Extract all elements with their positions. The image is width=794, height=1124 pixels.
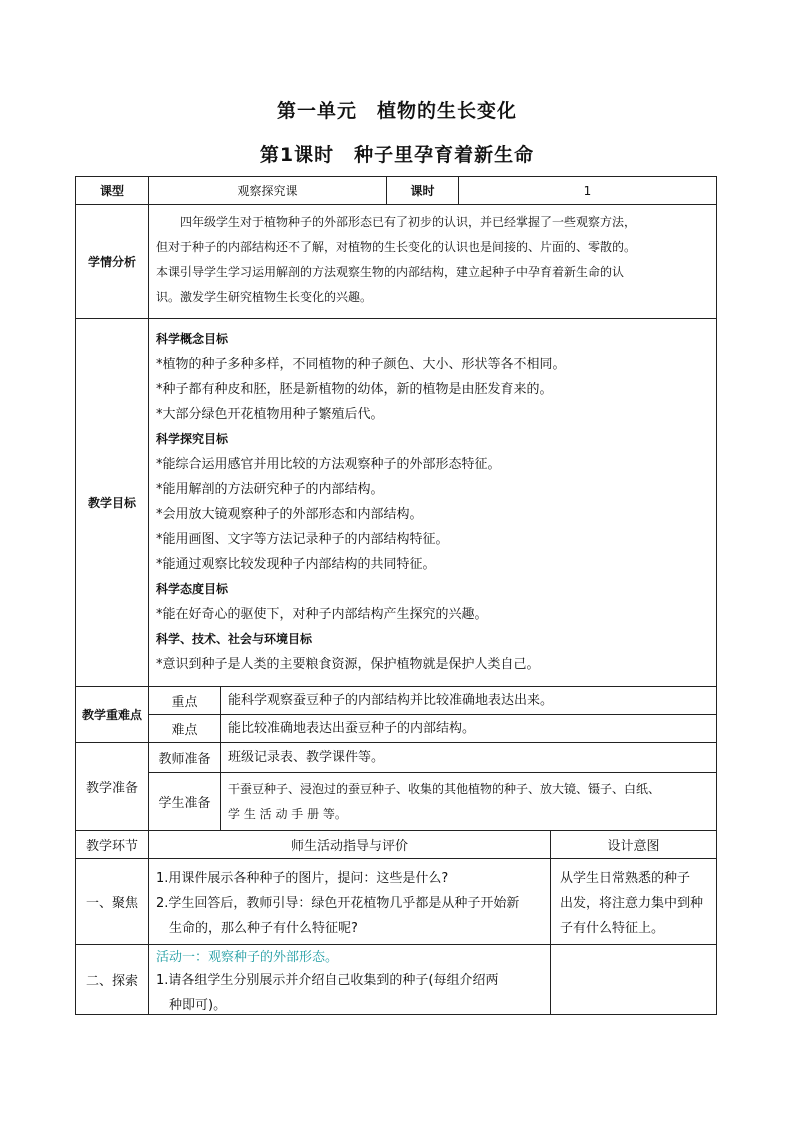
difficulty-label: 难点 <box>171 723 198 738</box>
goal-heading: 科学探究目标 <box>156 432 229 446</box>
goal-item: *植物的种子多种多样，不同植物的种子颜色、大小、形状等各不相同。 <box>156 357 566 372</box>
difficulty-text: 能比较准确地表达出蚕豆种子的内部结构。 <box>228 721 476 736</box>
intent-line: 子有什么特征上。 <box>560 921 665 936</box>
activity-line: 1.请各组学生分别展示并介绍自己收集到的种子(每组介绍两 <box>156 973 499 988</box>
goal-item: *能综合运用感官并用比较的方法观察种子的外部形态特征。 <box>156 457 501 472</box>
period-label: 课时 <box>410 184 435 198</box>
student-prep-label: 学生准备 <box>158 796 211 811</box>
type-label: 课型 <box>99 184 124 198</box>
teacher-prep-text: 班级记录表、教学课件等。 <box>228 750 385 765</box>
explore-activity <box>156 945 548 1018</box>
keypoints-label: 教学重难点 <box>81 708 142 722</box>
activity-line: 生命的，那么种子有什么特征呢? <box>156 921 358 936</box>
goal-item: *大部分绿色开花植物用种子繁殖后代。 <box>156 407 384 422</box>
activity-line: 1.用课件展示各种种子的图片，提问：这些是什么? <box>156 871 449 886</box>
goal-item: *意识到种子是人类的主要粮食资源，保护植物就是保护人类自己。 <box>156 657 540 672</box>
student-prep-text <box>228 777 716 827</box>
goals-label: 教学目标 <box>87 496 136 510</box>
lesson-title: 第1课时 种子里孕育着新生命 <box>259 144 535 166</box>
step-explore: 二、探索 <box>85 974 138 989</box>
period-value: 1 <box>583 183 592 198</box>
col-step-header: 教学环节 <box>85 839 138 854</box>
activity-line: 2.学生回答后，教师引导：绿色开花植物几乎都是从种子开始新 <box>156 896 520 911</box>
analysis-label: 学情分析 <box>87 255 136 269</box>
analysis-line: 但对于种子的内部结构还不了解，对植物的生长变化的认识也是间接的、片面的、零散的。 <box>156 240 637 254</box>
analysis-text <box>156 210 716 310</box>
focus-text: 能科学观察蚕豆种子的内部结构并比较准确地表达出来。 <box>228 693 554 708</box>
goals-content <box>156 327 716 677</box>
preparation-label: 教学准备 <box>85 781 138 796</box>
goal-item: *会用放大镜观察种子的外部形态和内部结构。 <box>156 507 423 522</box>
col-intent-header: 设计意图 <box>607 839 660 854</box>
activity-title: 活动一：观察种子的外部形态。 <box>156 950 339 965</box>
intent-line: 出发，将注意力集中到种 <box>560 896 704 911</box>
focus-intent <box>560 866 714 941</box>
teacher-prep-label: 教师准备 <box>158 752 211 767</box>
goal-heading: 科学态度目标 <box>156 582 229 596</box>
goal-heading: 科学、技术、社会与环境目标 <box>156 632 313 646</box>
type-value: 观察探究课 <box>237 184 298 198</box>
analysis-line: 四年级学生对于植物种子的外部形态已有了初步的认识，并已经掌握了一些观察方法， <box>156 215 637 229</box>
unit-title: 第一单元 植物的生长变化 <box>276 100 517 122</box>
student-prep-line: 学 生 活 动 手 册 等。 <box>228 807 347 821</box>
activity-line: 种即可)。 <box>156 998 227 1013</box>
goal-item: *能用解剖的方法研究种子的内部结构。 <box>156 482 384 497</box>
goal-heading: 科学概念目标 <box>156 332 229 346</box>
goal-item: *种子都有种皮和胚，胚是新植物的幼体，新的植物是由胚发育来的。 <box>156 382 553 397</box>
analysis-line: 本课引导学生学习运用解剖的方法观察生物的内部结构，建立起种子中孕育着新生命的认 <box>156 265 625 279</box>
goal-item: *能用画图、文字等方法记录种子的内部结构特征。 <box>156 532 449 547</box>
focus-activity <box>156 866 548 941</box>
col-activity-header: 师生活动指导与评价 <box>290 839 408 854</box>
student-prep-line: 干蚕豆种子、浸泡过的蚕豆种子、收集的其他植物的种子、放大镜、镊子、白纸、 <box>228 782 661 796</box>
analysis-line: 识。激发学生研究植物生长变化的兴趣。 <box>156 290 373 304</box>
step-focus: 一、聚焦 <box>85 896 138 911</box>
focus-label: 重点 <box>171 695 198 710</box>
intent-line: 从学生日常熟悉的种子 <box>560 871 691 886</box>
goal-item: *能在好奇心的驱使下，对种子内部结构产生探究的兴趣。 <box>156 607 488 622</box>
goal-item: *能通过观察比较发现种子内部结构的共同特征。 <box>156 557 436 572</box>
